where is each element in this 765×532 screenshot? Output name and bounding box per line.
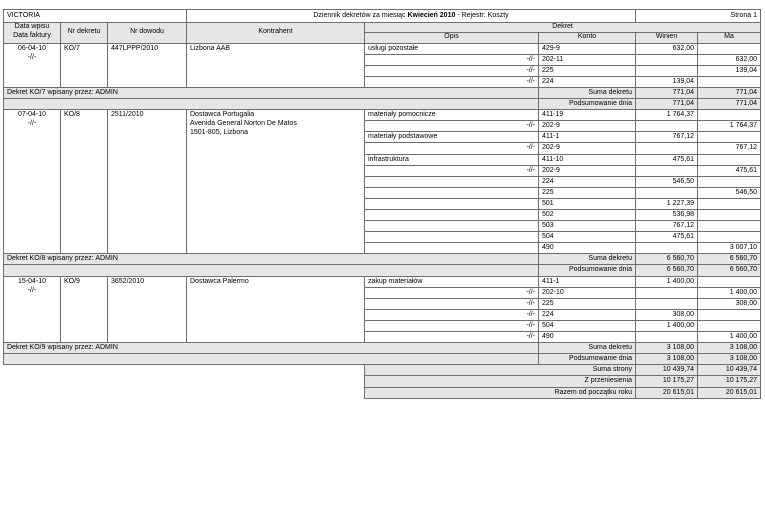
date-column-header: Data wpisu Data faktury [4, 23, 61, 44]
decree-number: KO/8 [61, 110, 108, 254]
invoice-date: -//- [27, 286, 37, 294]
line-credit: 546,50 [698, 187, 761, 198]
line-credit: 632,00 [698, 54, 761, 65]
line-account: 504 [539, 232, 636, 243]
line-debit: 1 764,37 [636, 110, 698, 121]
decree-sum-row [4, 254, 761, 265]
line-account: 429-9 [539, 43, 636, 54]
line-credit: 1 400,00 [698, 287, 761, 298]
total-credit: 10 439,74 [698, 365, 761, 376]
line-description [365, 243, 539, 254]
decree-sum-debit: 6 560,70 [636, 254, 698, 265]
line-description: -//- [365, 287, 539, 298]
line-credit: 1 764,37 [698, 121, 761, 132]
line-credit [698, 76, 761, 87]
line-credit [698, 198, 761, 209]
document-number: 3652/2010 [108, 276, 187, 343]
report-header-row [4, 10, 761, 23]
report-title: Dziennik dekretów za miesiąc Kwiecień 2010 - Rejestr: Koszty [187, 10, 636, 23]
total-credit: 10 175,27 [698, 376, 761, 387]
decree-sum-label: Suma dekretu [539, 343, 636, 354]
document-number: 447LPPP/2010 [108, 43, 187, 87]
total-spacer [4, 376, 365, 387]
decree-line-row [4, 276, 761, 287]
line-description [365, 221, 539, 232]
line-credit [698, 154, 761, 165]
line-credit [698, 43, 761, 54]
page-total-row [4, 365, 761, 376]
invoice-date: -//- [27, 120, 37, 128]
decree-sum-label: Suma dekretu [539, 254, 636, 265]
line-description: zakup materiałów [365, 276, 539, 287]
entered-by: Dekret KO/7 wpisany przez: ADMIN [4, 87, 539, 98]
line-account: 202-9 [539, 121, 636, 132]
company-name: VICTORIA [4, 10, 187, 23]
total-debit: 10 175,27 [636, 376, 698, 387]
day-summary-label: Podsumowanie dnia [539, 354, 636, 365]
decree-sum-debit: 3 108,00 [636, 343, 698, 354]
line-credit [698, 276, 761, 287]
line-description [365, 198, 539, 209]
line-description: -//- [365, 332, 539, 343]
day-summary-debit: 3 108,00 [636, 354, 698, 365]
line-description: -//- [365, 320, 539, 331]
description-column-header: Opis [365, 33, 539, 43]
line-account: 202-9 [539, 165, 636, 176]
line-account: 502 [539, 210, 636, 221]
line-description [365, 232, 539, 243]
entry-date-cell [4, 110, 61, 254]
report-month: Kwiecień 2010 [407, 12, 456, 19]
day-summary-spacer [4, 354, 539, 365]
line-account: 411-1 [539, 132, 636, 143]
line-description [365, 210, 539, 221]
line-debit [636, 121, 698, 132]
line-description: materiały podstawowe [365, 132, 539, 143]
line-credit: 475,61 [698, 165, 761, 176]
line-account: 224 [539, 76, 636, 87]
line-debit [636, 65, 698, 76]
contractor-cell [187, 43, 365, 87]
line-credit [698, 110, 761, 121]
page-total-row [4, 376, 761, 387]
line-credit [698, 210, 761, 221]
contractor-line: Lizbona AAB [190, 44, 231, 52]
line-credit: 1 400,00 [698, 332, 761, 343]
decree-sum-row [4, 343, 761, 354]
decree-column-header: Dekret [365, 23, 761, 33]
line-debit: 536,98 [636, 210, 698, 221]
entry-date: 07-04-10 [17, 111, 47, 119]
decree-sum-debit: 771,04 [636, 87, 698, 98]
line-debit: 139,04 [636, 76, 698, 87]
decree-line-row [4, 110, 761, 121]
contractor-line: Dostawca Portugalia [190, 111, 255, 119]
page-total-row [4, 387, 761, 398]
line-debit: 1 400,00 [636, 320, 698, 331]
line-credit [698, 132, 761, 143]
total-debit: 10 439,74 [636, 365, 698, 376]
contractor-line: Dostawca Palermo [190, 277, 249, 285]
decree-sum-label: Suma dekretu [539, 87, 636, 98]
line-description: -//- [365, 165, 539, 176]
line-account: 225 [539, 65, 636, 76]
line-description: -//- [365, 65, 539, 76]
line-account: 225 [539, 298, 636, 309]
contractor-cell [187, 276, 365, 343]
line-account: 501 [539, 198, 636, 209]
line-account: 202-10 [539, 287, 636, 298]
day-summary-row [4, 99, 761, 110]
line-description: materiały pomocnicze [365, 110, 539, 121]
day-summary-spacer [4, 265, 539, 276]
day-summary-row [4, 265, 761, 276]
entered-by: Dekret KO/8 wpisany przez: ADMIN [4, 254, 539, 265]
decree-number: KO/9 [61, 276, 108, 343]
line-credit: 3 007,10 [698, 243, 761, 254]
line-debit [636, 54, 698, 65]
decree-journal-page [3, 9, 760, 399]
line-account: 225 [539, 187, 636, 198]
account-column-header: Konto [539, 33, 636, 43]
line-credit: 767,12 [698, 143, 761, 154]
contractor-line: 1501-805, Lizbona [190, 129, 248, 137]
day-summary-row [4, 354, 761, 365]
day-summary-debit: 771,04 [636, 99, 698, 110]
line-description: usługi pozostałe [365, 43, 539, 54]
line-debit: 632,00 [636, 43, 698, 54]
line-debit [636, 298, 698, 309]
line-credit [698, 309, 761, 320]
line-account: 202-11 [539, 54, 636, 65]
decree-sum-row [4, 87, 761, 98]
day-summary-credit: 3 108,00 [698, 354, 761, 365]
decree-line-row [4, 43, 761, 54]
day-summary-label: Podsumowanie dnia [539, 265, 636, 276]
line-description: -//- [365, 143, 539, 154]
line-debit [636, 287, 698, 298]
line-description: -//- [365, 298, 539, 309]
line-account: 490 [539, 243, 636, 254]
line-debit [636, 165, 698, 176]
line-description [365, 187, 539, 198]
line-debit [636, 332, 698, 343]
line-debit: 1 227,39 [636, 198, 698, 209]
line-account: 504 [539, 320, 636, 331]
line-account: 411-19 [539, 110, 636, 121]
line-account: 224 [539, 309, 636, 320]
line-debit: 767,12 [636, 132, 698, 143]
total-spacer [4, 365, 365, 376]
contractor-cell [187, 110, 365, 254]
line-debit [636, 143, 698, 154]
day-summary-credit: 771,04 [698, 99, 761, 110]
line-account: 503 [539, 221, 636, 232]
line-credit [698, 176, 761, 187]
contractor-column-header: Kontrahent [187, 23, 365, 44]
line-debit: 767,12 [636, 221, 698, 232]
line-account: 202-9 [539, 143, 636, 154]
credit-column-header: Ma [698, 33, 761, 43]
line-debit [636, 187, 698, 198]
doc-no-column-header: Nr dowodu [108, 23, 187, 44]
line-debit: 475,61 [636, 232, 698, 243]
page-number: Strona 1 [636, 10, 761, 23]
total-label: Z przeniesienia [365, 376, 636, 387]
line-credit: 308,00 [698, 298, 761, 309]
entry-date-cell [4, 276, 61, 343]
line-description: -//- [365, 121, 539, 132]
total-credit: 20 615,01 [698, 387, 761, 398]
day-summary-label: Podsumowanie dnia [539, 99, 636, 110]
line-description: -//- [365, 54, 539, 65]
line-account: 411-1 [539, 276, 636, 287]
entry-date: 06-04-10 [17, 44, 47, 52]
day-summary-credit: 6 560,70 [698, 265, 761, 276]
line-credit [698, 320, 761, 331]
line-debit: 475,61 [636, 154, 698, 165]
line-description: -//- [365, 309, 539, 320]
decree-journal-table [3, 9, 761, 399]
column-header-row [4, 23, 761, 33]
total-label: Suma strony [365, 365, 636, 376]
decree-sum-credit: 3 108,00 [698, 343, 761, 354]
total-debit: 20 615,01 [636, 387, 698, 398]
invoice-date: -//- [27, 53, 37, 61]
line-description: -//- [365, 76, 539, 87]
line-debit: 546,50 [636, 176, 698, 187]
line-debit [636, 243, 698, 254]
entry-date: 15-04-10 [17, 277, 47, 285]
line-description: infrastruktura [365, 154, 539, 165]
line-credit: 139,04 [698, 65, 761, 76]
contractor-line: Avenida General Norton De Matos [190, 120, 297, 128]
line-credit [698, 221, 761, 232]
entered-by: Dekret KO/9 wpisany przez: ADMIN [4, 343, 539, 354]
debit-column-header: Winien [636, 33, 698, 43]
decree-number: KO/7 [61, 43, 108, 87]
line-debit: 308,00 [636, 309, 698, 320]
document-number: 2511/2010 [108, 110, 187, 254]
total-label: Razem od początku roku [365, 387, 636, 398]
decree-sum-credit: 771,04 [698, 87, 761, 98]
line-credit [698, 232, 761, 243]
decree-sum-credit: 6 560,70 [698, 254, 761, 265]
line-account: 490 [539, 332, 636, 343]
line-description [365, 176, 539, 187]
day-summary-spacer [4, 99, 539, 110]
line-account: 224 [539, 176, 636, 187]
line-account: 411-10 [539, 154, 636, 165]
line-debit: 1 400,00 [636, 276, 698, 287]
day-summary-debit: 6 560,70 [636, 265, 698, 276]
entry-date-cell [4, 43, 61, 87]
total-spacer [4, 387, 365, 398]
decree-no-column-header: Nr dekretu [61, 23, 108, 44]
